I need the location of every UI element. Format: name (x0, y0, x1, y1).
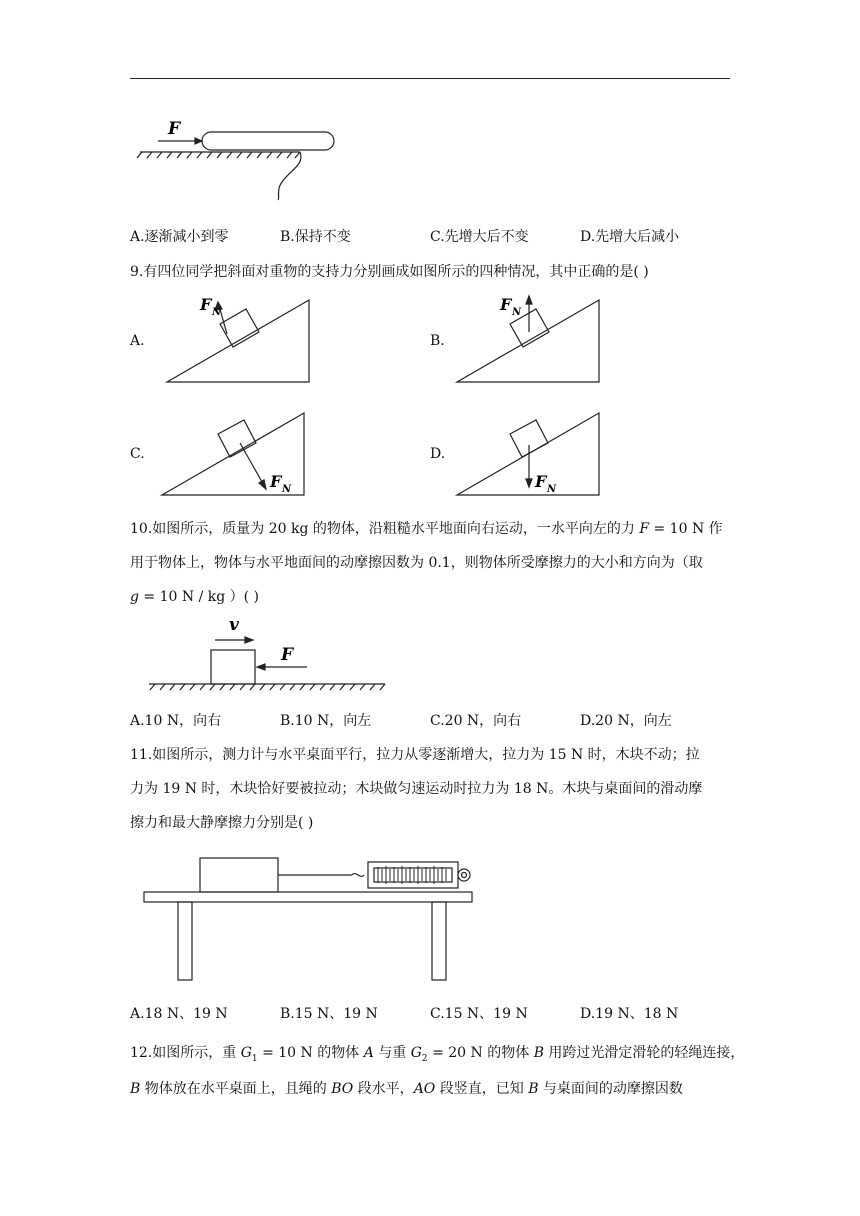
q10-stem-line3: g = 10 N / kg ）( ) (130, 589, 260, 605)
q9-figure-a (165, 292, 315, 387)
q8-figure (140, 110, 340, 200)
q9d-force-label: F (535, 472, 547, 491)
q11-option-d: D.19 N、18 N (580, 1006, 679, 1022)
q8-option-b: B.保持不变 (280, 229, 351, 245)
q10-stem-line2: 用于物体上，物体与水平地面间的动摩擦因数为 0.1，则物体所受摩擦力的大小和方向为（取 (130, 555, 703, 571)
q9-figure-d (455, 405, 605, 500)
q12-stem-line1: 12.如图所示，重 $G_1 = 10$ N 的物体 A 与重 $G_2 = 20$ N 的物体 B 用跨过光滑定滑轮的轻绳连接， (130, 1045, 745, 1064)
q9c-force-label: F (270, 472, 282, 491)
q8-option-c: C.先增大后不变 (430, 229, 529, 245)
q9-label-a: A. (130, 333, 145, 349)
q10-velocity-label: v (229, 615, 239, 635)
q9d-force-subscript: N (547, 484, 557, 495)
q9a-force-label: F (200, 295, 212, 314)
q10-stem-line1: 10.如图所示，质量为 20 kg 的物体，沿粗糙水平地面向右运动，一水平向左的力 F = 10 N 作 (130, 521, 723, 537)
q9-label-d: D. (430, 446, 446, 462)
header-rule (130, 78, 730, 79)
q9-figure-b (455, 292, 605, 387)
q9-label-c: C. (130, 446, 145, 462)
q10-figure (145, 612, 390, 692)
q11-option-b: B.15 N、19 N (280, 1006, 378, 1022)
q11-option-c: C.15 N、19 N (430, 1006, 528, 1022)
q9a-force-subscript: N (212, 307, 222, 318)
q10-option-a: A.10 N，向右 (130, 713, 222, 729)
q10-option-b: B.10 N，向左 (280, 713, 372, 729)
q9b-force-label: F (500, 295, 512, 314)
q11-option-a: A.18 N、19 N (130, 1006, 228, 1022)
q10-force-label: F (281, 645, 294, 665)
q9-figure-c (160, 405, 310, 500)
q11-stem-line2: 力为 19 N 时，木块恰好要被拉动；木块做匀速运动时拉力为 18 N。木块与桌面间的滑动摩 (130, 781, 703, 797)
q9-stem: 9.有四位同学把斜面对重物的支持力分别画成如图所示的四种情况，其中正确的是( ) (130, 264, 649, 280)
q11-stem-line3: 擦力和最大静摩擦力分别是( ) (130, 815, 314, 831)
q11-stem-line1: 11.如图所示，测力计与水平桌面平行，拉力从零逐渐增大，拉力为 15 N 时，木块不动；拉 (130, 747, 700, 763)
q11-figure (140, 850, 480, 985)
q12-stem-line2: B 物体放在水平桌面上，且绳的 BO 段水平，AO 段竖直，已知 B 与桌面间的动摩擦因数 (130, 1081, 683, 1097)
q9b-force-subscript: N (512, 307, 522, 318)
q9c-force-subscript: N (282, 484, 292, 495)
q10-option-c: C.20 N，向右 (430, 713, 522, 729)
q9-label-b: B. (430, 333, 445, 349)
q8-force-label: F (168, 119, 181, 139)
q8-option-a: A.逐渐减小到零 (130, 229, 229, 245)
q8-option-d: D.先增大后减小 (580, 229, 680, 245)
q10-option-d: D.20 N，向左 (580, 713, 672, 729)
